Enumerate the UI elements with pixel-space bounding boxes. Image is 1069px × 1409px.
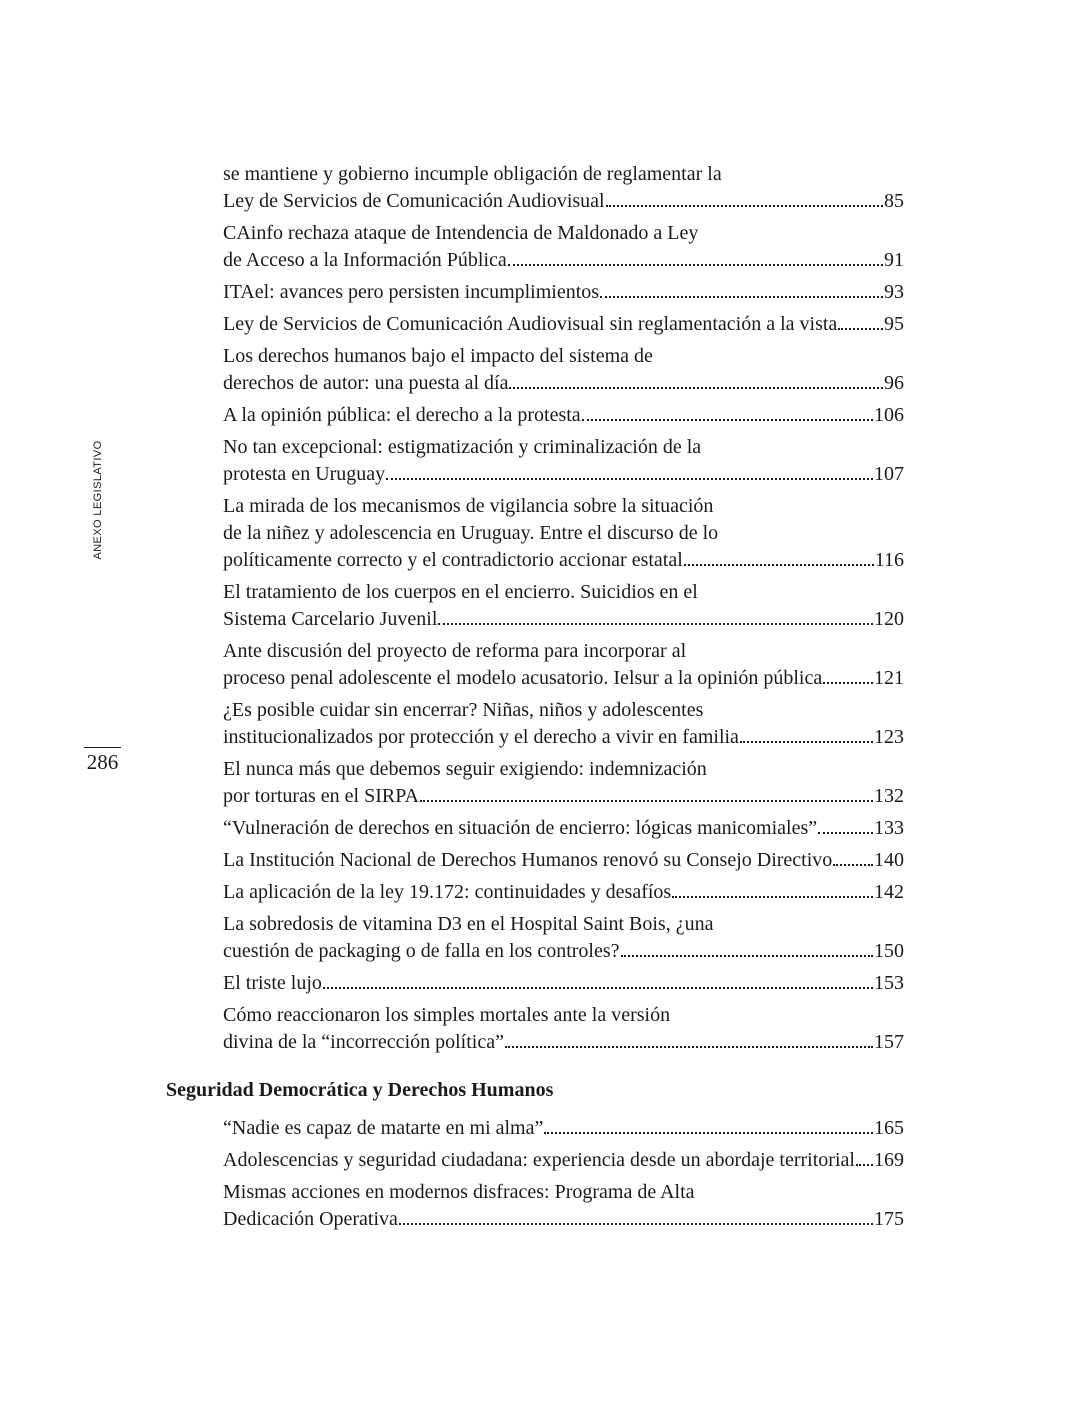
dot-leader — [386, 478, 873, 480]
toc-entry — [223, 911, 904, 965]
toc-entry — [223, 579, 904, 633]
toc-entry-last-line — [223, 188, 904, 215]
toc-entry-last-line — [223, 247, 904, 274]
dot-leader — [833, 864, 873, 866]
toc-entry-title: La Institución Nacional de Derechos Humanos renovó su Consejo Directivo — [223, 849, 833, 871]
toc-page-ref: 121 — [874, 667, 904, 689]
toc-entry-line: ¿Es posible cuidar sin encerrar? Niñas, niños y adolescentes — [223, 699, 704, 721]
toc-entry-title: Ley de Servicios de Comunicación Audiovisual — [223, 190, 605, 212]
toc-page-ref: 132 — [874, 785, 904, 807]
toc-page-ref: 157 — [874, 1031, 904, 1053]
toc-page-ref: 165 — [874, 1117, 904, 1139]
toc-page-ref: 107 — [874, 463, 904, 485]
toc-entry-last-line — [223, 724, 904, 751]
toc-entry-title: de Acceso a la Información Pública — [223, 249, 507, 271]
page-number: 286 — [86, 750, 119, 774]
toc-entry-line: Mismas acciones en modernos disfraces: Programa de Alta — [223, 1181, 695, 1203]
toc-entry-line: Los derechos humanos bajo el impacto del sistema de — [223, 345, 653, 367]
toc-entry-title: El triste lujo — [223, 972, 322, 994]
toc-entry — [223, 970, 904, 997]
section-table-of-contents — [223, 1115, 904, 1238]
toc-page-ref: 150 — [874, 940, 904, 962]
toc-page-ref: 96 — [884, 372, 904, 394]
toc-entry — [223, 638, 904, 692]
toc-page-ref: 120 — [874, 608, 904, 630]
dot-leader — [509, 387, 883, 389]
toc-entry-title: “Nadie es capaz de matarte en mi alma” — [223, 1117, 544, 1139]
toc-entry-title: institucionalizados por protección y el derecho a vivir en familia — [223, 726, 739, 748]
toc-entry-last-line — [223, 370, 904, 397]
dot-leader — [838, 328, 883, 330]
toc-entry — [223, 1179, 904, 1233]
toc-page-ref: 85 — [884, 190, 904, 212]
toc-entry-title: cuestión de packaging o de falla en los controles? — [223, 940, 620, 962]
toc-page-ref: 123 — [874, 726, 904, 748]
toc-entry — [223, 493, 904, 574]
toc-page-ref: 133 — [874, 817, 904, 839]
toc-entry-title: divina de la “incorrección política” — [223, 1031, 504, 1053]
toc-entry — [223, 815, 904, 842]
dot-leader — [823, 682, 873, 684]
toc-entry-last-line — [223, 1147, 904, 1174]
dot-leader — [740, 741, 873, 743]
toc-page-ref: 106 — [874, 404, 904, 426]
dot-leader — [544, 1132, 873, 1134]
toc-entry-last-line — [223, 1115, 904, 1142]
dot-leader — [420, 800, 873, 802]
toc-entry-line: La mirada de los mecanismos de vigilancia sobre la situación — [223, 495, 714, 517]
dot-leader — [438, 623, 873, 625]
toc-entry — [223, 220, 904, 274]
toc-entry-line: se mantiene y gobierno incumple obligación de reglamentar la — [223, 163, 722, 185]
toc-entry — [223, 697, 904, 751]
toc-entry-last-line — [223, 879, 904, 906]
toc-entry-last-line — [223, 1206, 904, 1233]
toc-entry-line: de la niñez y adolescencia en Uruguay. Entre el discurso de lo — [223, 522, 719, 544]
dot-leader — [856, 1164, 873, 1166]
toc-page-ref: 95 — [884, 313, 904, 335]
dot-leader — [672, 896, 873, 898]
toc-entry-last-line — [223, 402, 904, 429]
dot-leader — [505, 1046, 873, 1048]
dot-leader — [508, 264, 883, 266]
toc-entry-title: protesta en Uruguay — [223, 463, 386, 485]
toc-page-ref: 91 — [884, 249, 904, 271]
toc-entry — [223, 434, 904, 488]
toc-page-ref: 175 — [874, 1208, 904, 1230]
section-heading: Seguridad Democrática y Derechos Humanos — [166, 1079, 554, 1101]
dot-leader — [582, 419, 873, 421]
toc-entry-line: CAinfo rechaza ataque de Intendencia de Maldonado a Ley — [223, 222, 699, 244]
toc-entry-last-line — [223, 311, 904, 338]
toc-entry — [223, 279, 904, 306]
toc-entry-last-line — [223, 279, 904, 306]
toc-entry-last-line — [223, 783, 904, 810]
toc-entry-title: por torturas en el SIRPA — [223, 785, 419, 807]
toc-entry-line: Ante discusión del proyecto de reforma para incorporar al — [223, 640, 687, 662]
toc-entry-title: A la opinión pública: el derecho a la protesta — [223, 404, 581, 426]
side-running-header: ANEXO LEGISLATIVO — [92, 440, 104, 560]
toc-page-ref: 116 — [874, 549, 904, 571]
toc-entry-last-line — [223, 970, 904, 997]
dot-leader — [606, 205, 883, 207]
toc-entry — [223, 1115, 904, 1142]
toc-entry — [223, 161, 904, 215]
toc-entry — [223, 756, 904, 810]
toc-entry — [223, 343, 904, 397]
toc-entry — [223, 402, 904, 429]
page-number-rule — [84, 747, 121, 748]
toc-page-ref: 93 — [884, 281, 904, 303]
toc-entry-title: derechos de autor: una puesta al día — [223, 372, 509, 394]
toc-entry — [223, 1002, 904, 1056]
toc-page-ref: 153 — [874, 972, 904, 994]
toc-entry-last-line — [223, 938, 904, 965]
toc-entry-last-line — [223, 847, 904, 874]
toc-entry-last-line — [223, 461, 904, 488]
toc-entry-line: La sobredosis de vitamina D3 en el Hospital Saint Bois, ¿una — [223, 913, 714, 935]
dot-leader — [684, 564, 874, 566]
toc-page-ref: 142 — [874, 881, 904, 903]
toc-entry — [223, 847, 904, 874]
toc-entry-line: No tan excepcional: estigmatización y criminalización de la — [223, 436, 702, 458]
dot-leader — [323, 987, 873, 989]
dot-leader — [399, 1223, 873, 1225]
toc-entry — [223, 311, 904, 338]
toc-page-ref: 169 — [874, 1149, 904, 1171]
toc-entry-title: políticamente correcto y el contradictorio accionar estatal — [223, 549, 683, 571]
toc-entry-last-line — [223, 606, 904, 633]
toc-entry-title: Adolescencias y seguridad ciudadana: experiencia desde un abordaje territorial — [223, 1149, 855, 1171]
toc-entry-title: Ley de Servicios de Comunicación Audiovisual sin reglamentación a la vista — [223, 313, 838, 335]
toc-entry-last-line — [223, 815, 904, 842]
toc-entry-title: ITAel: avances pero persisten incumplimientos — [223, 281, 600, 303]
dot-leader — [621, 955, 873, 957]
toc-entry-last-line — [223, 665, 904, 692]
dot-leader — [600, 296, 883, 298]
toc-page-ref: 140 — [874, 849, 904, 871]
toc-entry-last-line — [223, 547, 904, 574]
toc-entry-title: La aplicación de la ley 19.172: continuidades y desafíos — [223, 881, 672, 903]
toc-entry-title: proceso penal adolescente el modelo acusatorio. Ielsur a la opinión pública — [223, 667, 823, 689]
toc-entry-line: Cómo reaccionaron los simples mortales ante la versión — [223, 1004, 671, 1026]
toc-entry-title: Dedicación Operativa — [223, 1208, 398, 1230]
dot-leader — [818, 832, 873, 834]
toc-entry-last-line — [223, 1029, 904, 1056]
toc-entry-line: El nunca más que debemos seguir exigiendo: indemnización — [223, 758, 707, 780]
toc-entry-title: Sistema Carcelario Juvenil — [223, 608, 438, 630]
toc-entry — [223, 879, 904, 906]
table-of-contents — [223, 161, 904, 1061]
toc-entry — [223, 1147, 904, 1174]
toc-entry-title: “Vulneración de derechos en situación de encierro: lógicas manicomiales” — [223, 817, 818, 839]
toc-entry-line: El tratamiento de los cuerpos en el encierro. Suicidios en el — [223, 581, 698, 603]
